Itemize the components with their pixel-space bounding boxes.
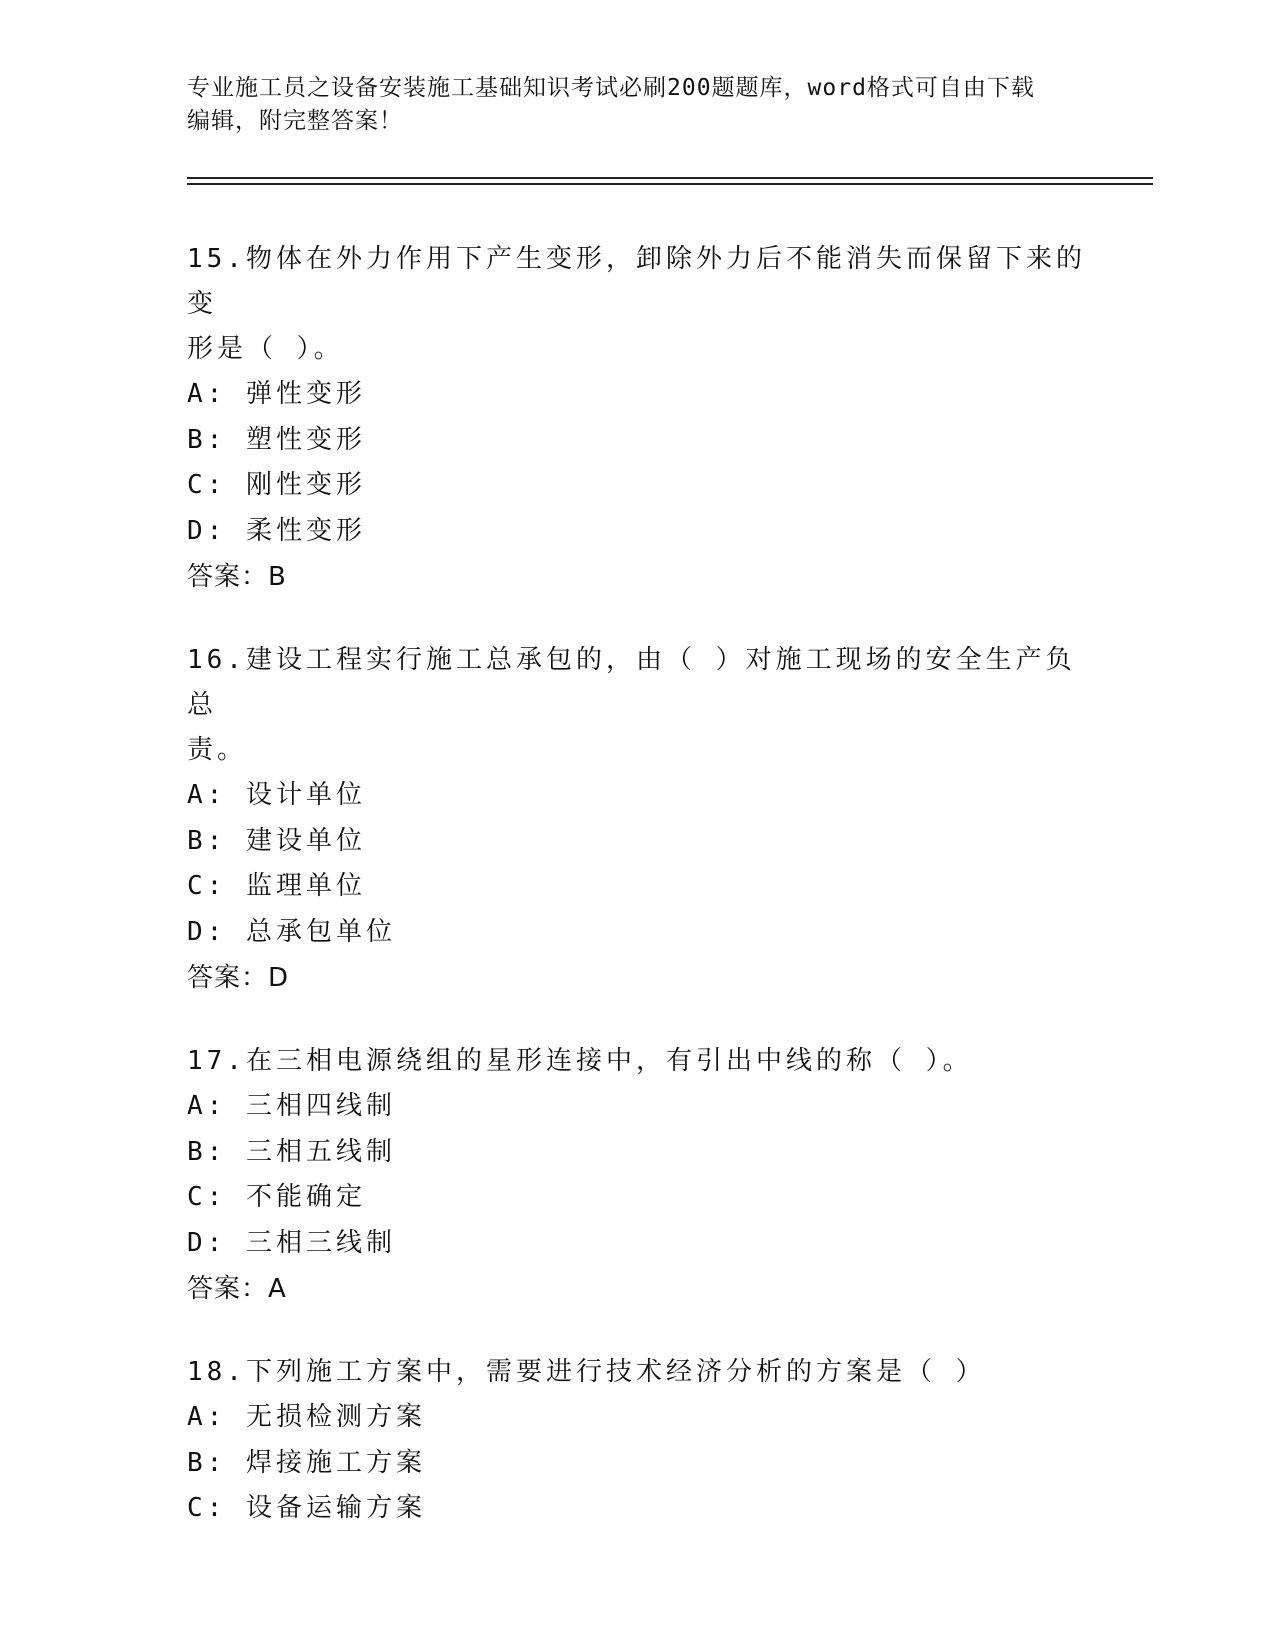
option-a: A: 三相四线制 [187, 1091, 396, 1121]
question-text-line-2: 责。 [187, 735, 248, 765]
option-b: B: 焊接施工方案 [187, 1447, 426, 1478]
option-d: D: 总承包单位 [187, 916, 396, 947]
question-text-line-1: 17.在三相电源绕组的星形连接中，有引出中线的称（ ）。 [187, 1046, 973, 1076]
option-c: C: 监理单位 [187, 871, 366, 901]
option-a: A: 设计单位 [187, 780, 366, 810]
question-15 [187, 237, 1087, 600]
question-text-line-2: 形是（ ）。 [187, 334, 344, 364]
option-b: B: 塑性变形 [187, 424, 366, 455]
question-text-line-1: 18.下列施工方案中，需要进行技术经济分析的方案是（ ） [187, 1357, 986, 1387]
header-divider-top [187, 177, 1153, 179]
answer-label: 答案：A [187, 1274, 287, 1304]
option-b: B: 建设单位 [187, 825, 366, 856]
option-b: B: 三相五线制 [187, 1136, 396, 1167]
option-a: A: 弹性变形 [187, 379, 366, 409]
option-c: C: 不能确定 [187, 1182, 366, 1212]
document-header [187, 72, 1067, 138]
question-text-line-1: 16.建设工程实行施工总承包的，由（ ）对施工现场的安全生产负总 [187, 645, 1076, 720]
option-d: D: 三相三线制 [187, 1227, 396, 1258]
answer-label: 答案：D [187, 963, 290, 993]
option-a: A: 无损检测方案 [187, 1402, 426, 1432]
header-divider-bottom [187, 183, 1153, 185]
option-c: C: 设备运输方案 [187, 1493, 426, 1523]
question-text-line-1: 15.物体在外力作用下产生变形，卸除外力后不能消失而保留下来的变 [187, 244, 1086, 319]
header-line-2: 编辑，附完整答案！ [187, 108, 403, 134]
question-list [187, 237, 1087, 1570]
option-d: D: 柔性变形 [187, 515, 366, 546]
question-16 [187, 638, 1087, 1001]
option-c: C: 刚性变形 [187, 470, 366, 500]
header-line-1: 专业施工员之设备安装施工基础知识考试必刷200题题库，word格式可自由下载 [187, 75, 1035, 101]
question-18 [187, 1350, 1087, 1532]
question-17 [187, 1039, 1087, 1312]
answer-label: 答案：B [187, 562, 287, 592]
